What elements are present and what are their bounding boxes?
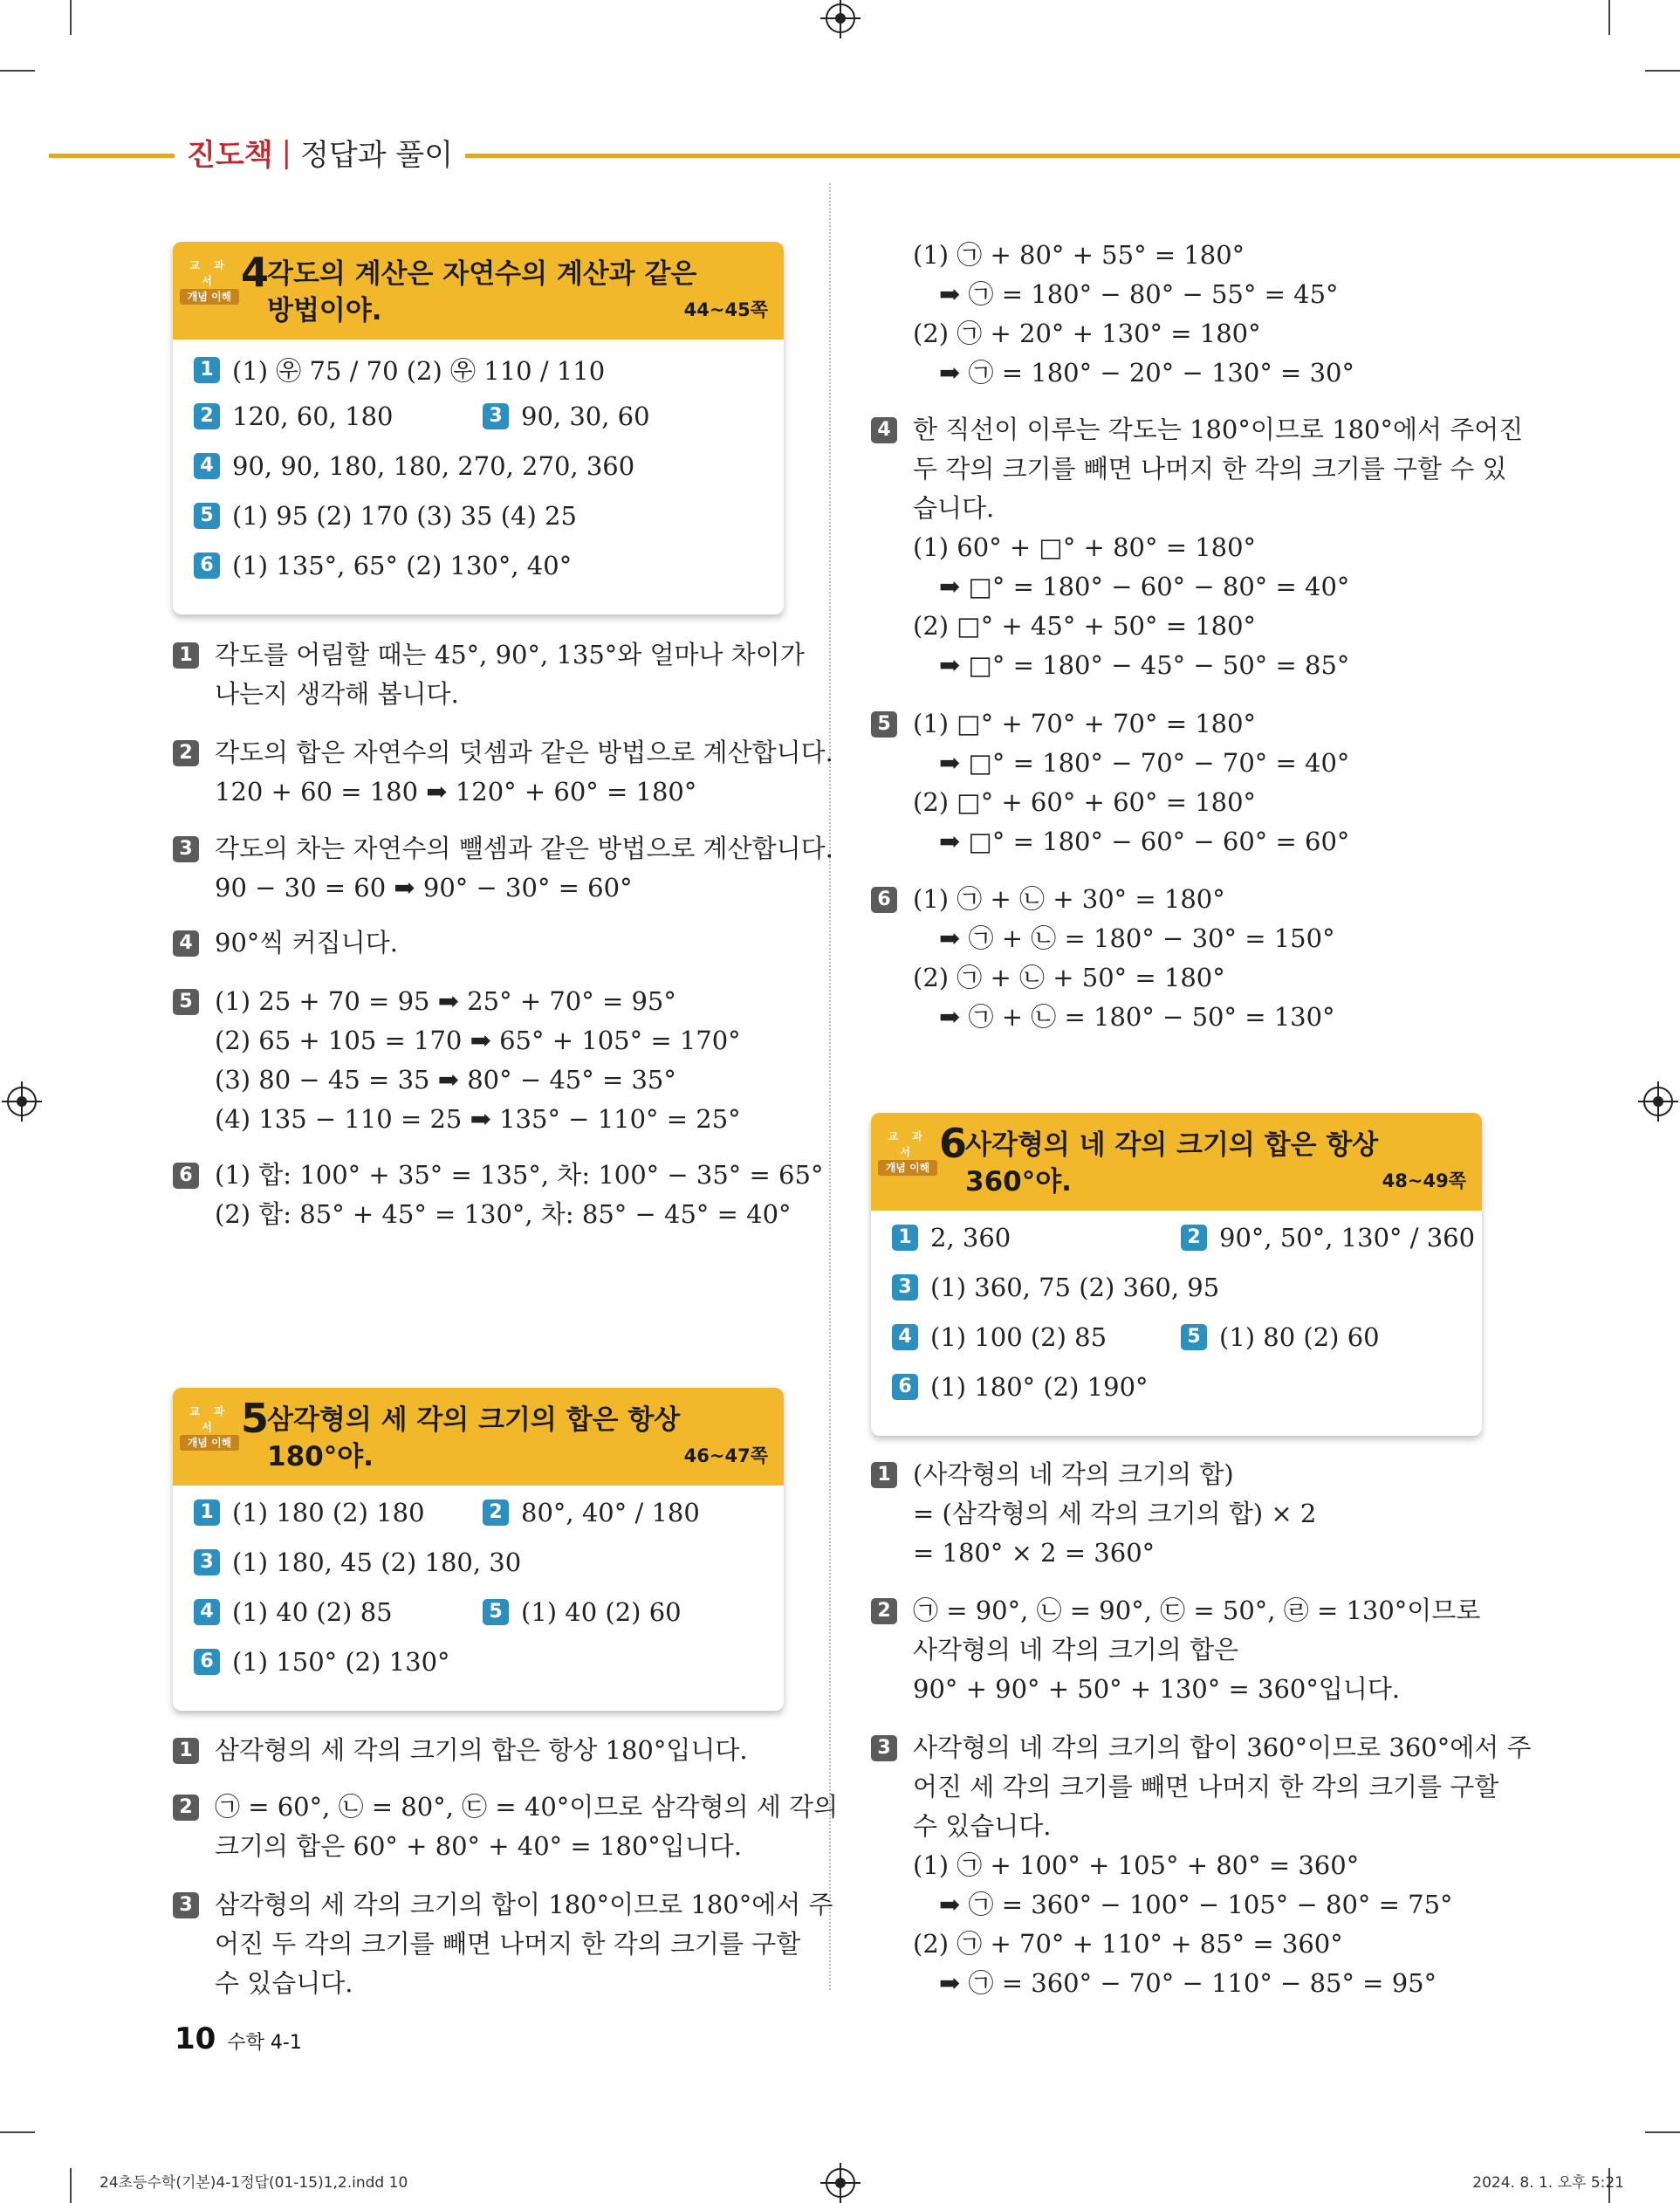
page-range: 46~47쪽 bbox=[683, 1445, 768, 1466]
section-number: 5 bbox=[241, 1395, 270, 1442]
answer-row: 2 120, 60, 180 bbox=[194, 401, 393, 431]
explanation-4: 4 한 직선이 이루는 각도는 180°이므로 180°에서 주어진 두 각의 크기를 빼면 나머지 한 각의 크기를 구할 수 있 습니다. (1) 60° + □° + 80° = 180° ➡ □° = 180° − 60° − 80° = 40° (2) □° + 45° + 50° = 180° ➡ □° = 180° − 45° − 50° = 85° bbox=[871, 410, 1499, 690]
answer-row: 5 (1) 80 (2) 60 bbox=[1181, 1322, 1380, 1352]
crop-mark bbox=[0, 70, 35, 72]
page-header bbox=[175, 131, 465, 174]
page-range: 44~45쪽 bbox=[683, 299, 768, 320]
explanation-3: 3 각도의 차는 자연수의 뺄셈과 같은 방법으로 계산합니다. 90 − 30 = 60 ➡ 90° − 30° = 60° bbox=[173, 829, 801, 912]
crop-mark bbox=[1645, 70, 1680, 72]
page-footer bbox=[175, 2021, 302, 2056]
explanation-4: 4 90°씩 커집니다. bbox=[173, 923, 801, 965]
crop-mark bbox=[70, 0, 72, 35]
answer-row: 4 90, 90, 180, 180, 270, 270, 360 bbox=[194, 451, 634, 481]
file-slug: 24초등수학(기본)4-1정답(01-15)1,2.indd 10 bbox=[99, 2174, 408, 2192]
answer-row: 3 90, 30, 60 bbox=[483, 401, 650, 431]
section-6-answer-box bbox=[871, 1113, 1482, 1436]
answer-row: 6 (1) 150° (2) 130° bbox=[194, 1647, 450, 1677]
explanation-1: 1 (사각형의 네 각의 크기의 합) = (삼각형의 세 각의 크기의 합) × 2 = 180° × 2 = 360° bbox=[871, 1455, 1499, 1577]
section-header bbox=[871, 1113, 1482, 1211]
answer-row: 2 80°, 40° / 180 bbox=[483, 1498, 700, 1527]
explanation-1: 1 각도를 어림할 때는 45°, 90°, 135°와 얼마나 차이가 나는지 생각해 봅니다. bbox=[173, 635, 801, 718]
concept-tag: 교 과 서 개념 이해 bbox=[878, 1129, 937, 1176]
explanation-1: 1 삼각형의 세 각의 크기의 합은 항상 180°입니다. bbox=[173, 1731, 801, 1773]
explanation-6: 6 (1) 합: 100° + 35° = 135°, 차: 100° − 35° = 65° (2) 합: 85° + 45° = 130°, 차: 85° − 45° = 40° bbox=[173, 1156, 801, 1239]
crop-mark bbox=[1645, 2131, 1680, 2133]
header-separator: | bbox=[281, 134, 292, 170]
date-slug: 2024. 8. 1. 오후 5:21 bbox=[1472, 2174, 1624, 2192]
section-header bbox=[173, 242, 784, 340]
section-4-answer-box bbox=[173, 242, 784, 614]
section-number: 6 bbox=[939, 1120, 968, 1167]
header-rule-right bbox=[428, 154, 1680, 158]
answer-row: 2 90°, 50°, 130° / 360 bbox=[1181, 1223, 1475, 1252]
crop-mark bbox=[70, 2168, 72, 2203]
concept-tag: 교 과 서 개념 이해 bbox=[180, 1403, 239, 1451]
explanation-2: 2 ㉠ = 90°, ㉡ = 90°, ㉢ = 50°, ㉣ = 130°이므로 사각형의 네 각의 크기의 합은 90° + 90° + 50° + 130° = 360°입니다. bbox=[871, 1591, 1499, 1713]
crop-mark bbox=[0, 2131, 35, 2133]
page-number: 10 bbox=[175, 2021, 216, 2056]
registration-mark-icon bbox=[1643, 1087, 1673, 1116]
answer-row: 3 (1) 180, 45 (2) 180, 30 bbox=[194, 1548, 521, 1577]
section-title: 사각형의 네 각의 크기의 합은 항상 360°야. bbox=[965, 1129, 1379, 1198]
answer-row: 6 (1) 180° (2) 190° bbox=[892, 1372, 1149, 1402]
answer-row: 5 (1) 95 (2) 170 (3) 35 (4) 25 bbox=[194, 501, 577, 531]
answer-row: 1 (1) 180 (2) 180 bbox=[194, 1498, 425, 1527]
section-number: 4 bbox=[241, 249, 270, 296]
column-divider bbox=[829, 183, 831, 1990]
explanation-3: 3 사각형의 네 각의 크기의 합이 360°이므로 360°에서 주 어진 세 각의 크기를 빼면 나머지 한 각의 크기를 구할 수 있습니다. (1) ㉠ + 100° + 105° + 80° = 360° ➡ ㉠ = 360° − 100° − 105° − 80° = 75° (2) ㉠ + 70° + 110° + 85° = 360° ➡ ㉠ = 360° − 70° − 110° − 85° = 95° bbox=[871, 1728, 1499, 2007]
header-main: 진도책 bbox=[187, 138, 273, 173]
registration-mark-icon bbox=[826, 2168, 855, 2198]
answer-row: 1 (1) ㉾ 75 / 70 (2) ㉾ 110 / 110 bbox=[194, 352, 605, 388]
explanation-5: 5 (1) □° + 70° + 70° = 180° ➡ □° = 180° − 70° − 70° = 40° (2) □° + 60° + 60° = 180° ➡ □° = 180° − 60° − 60° = 60° bbox=[871, 704, 1499, 866]
subject-label: 수학 4-1 bbox=[227, 2032, 302, 2054]
crop-mark bbox=[1608, 0, 1610, 35]
section-5-answer-box bbox=[173, 1388, 784, 1711]
section-title: 삼각형의 세 각의 크기의 합은 항상 180°야. bbox=[267, 1404, 681, 1472]
page-range: 48~49쪽 bbox=[1382, 1170, 1466, 1191]
answer-row: 4 (1) 100 (2) 85 bbox=[892, 1322, 1107, 1352]
explanation-5: 5 (1) 25 + 70 = 95 ➡ 25° + 70° = 95° (2) 65 + 105 = 170 ➡ 65° + 105° = 170° (3) 80 − 45 = 35 ➡ 80° − 45° = 35° (4) 135 − 110 = 25 ➡ 135° − 110° = 25° bbox=[173, 982, 801, 1143]
explanation-2: 2 각도의 합은 자연수의 덧셈과 같은 방법으로 계산합니다. 120 + 60 = 180 ➡ 120° + 60° = 180° bbox=[173, 733, 801, 816]
concept-tag: 교 과 서 개념 이해 bbox=[180, 257, 239, 305]
answer-row: 5 (1) 40 (2) 60 bbox=[483, 1597, 682, 1627]
section-header bbox=[173, 1388, 784, 1486]
explanation-6: 6 (1) ㉠ + ㉡ + 30° = 180° ➡ ㉠ + ㉡ = 180° − 30° = 150° (2) ㉠ + ㉡ + 50° = 180° ➡ ㉠ + ㉡ = 180° − 50° = 130° bbox=[871, 880, 1499, 1041]
registration-mark-icon bbox=[826, 3, 855, 33]
header-sub: 정답과 풀이 bbox=[300, 138, 454, 173]
answer-row: 4 (1) 40 (2) 85 bbox=[194, 1597, 393, 1627]
answer-row: 1 2, 360 bbox=[892, 1223, 1011, 1252]
section-title: 각도의 계산은 자연수의 계산과 같은 방법이야. bbox=[267, 258, 697, 326]
answer-row: 6 (1) 135°, 65° (2) 130°, 40° bbox=[194, 551, 572, 580]
header-rule-left bbox=[49, 154, 180, 158]
registration-mark-icon bbox=[7, 1087, 37, 1116]
explanation-2: 2 ㉠ = 60°, ㉡ = 80°, ㉢ = 40°이므로 삼각형의 세 각의 크기의 합은 60° + 80° + 40° = 180°입니다. bbox=[173, 1788, 801, 1870]
explanation-3: 3 삼각형의 세 각의 크기의 합이 180°이므로 180°에서 주 어진 두 각의 크기를 빼면 나머지 한 각의 크기를 구할 수 있습니다. bbox=[173, 1885, 801, 2007]
answer-row: 3 (1) 360, 75 (2) 360, 95 bbox=[892, 1273, 1219, 1302]
explanation-3-continued: (1) ㉠ + 80° + 55° = 180° ➡ ㉠ = 180° − 80° − 55° = 45° (2) ㉠ + 20° + 130° = 180° ➡ ㉠ = 180° − 20° − 130° = 30° bbox=[913, 240, 1354, 388]
